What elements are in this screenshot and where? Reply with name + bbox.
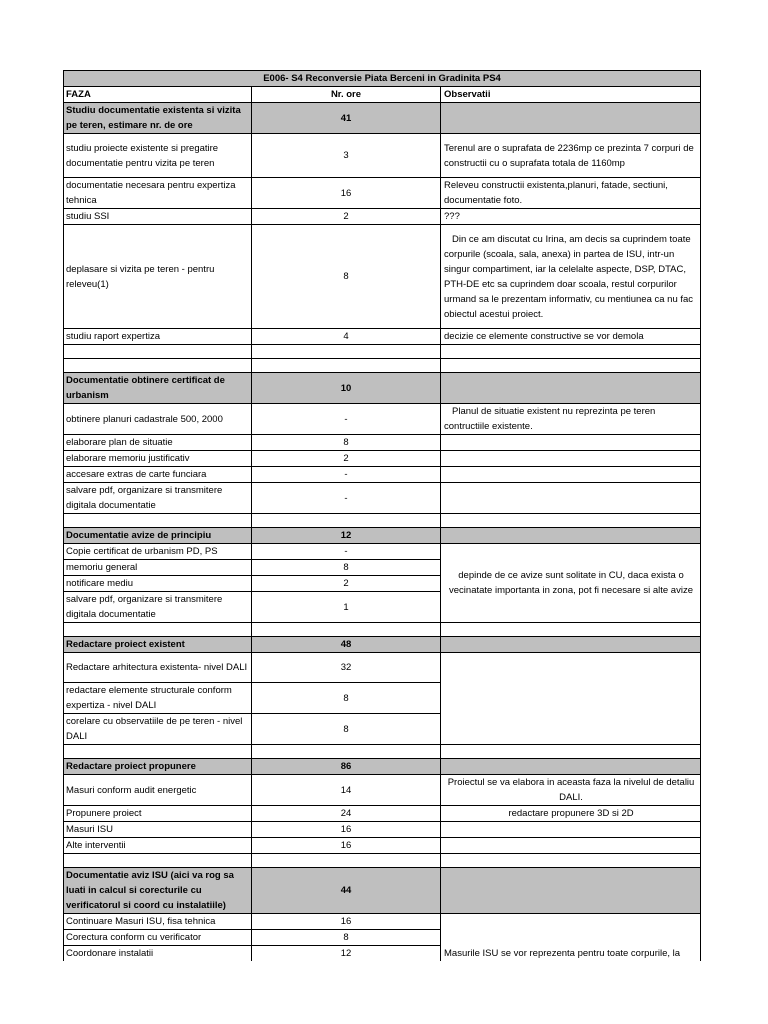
task-hours[interactable]: 4	[252, 329, 441, 345]
phase-observation[interactable]	[441, 868, 701, 914]
task-name[interactable]: studiu SSI	[64, 209, 252, 225]
task-row	[64, 435, 701, 451]
task-hours[interactable]: 2	[252, 451, 441, 467]
phase-row	[64, 868, 701, 914]
task-observation[interactable]: Planul de situatie existent nu reprezinta pe teren contructiile existente.	[441, 404, 701, 435]
task-row	[64, 178, 701, 209]
task-name[interactable]: redactare elemente structurale conform expertiza - nivel DALI	[64, 683, 252, 714]
empty-row	[64, 745, 701, 759]
task-name[interactable]: Continuare Masuri ISU, fisa tehnica	[64, 914, 252, 930]
task-hours[interactable]: 14	[252, 775, 441, 806]
task-hours[interactable]: 12	[252, 946, 441, 962]
title-row	[64, 71, 701, 87]
empty-cell[interactable]	[441, 359, 701, 373]
task-name[interactable]: Masuri conform audit energetic	[64, 775, 252, 806]
task-hours[interactable]: 8	[252, 560, 441, 576]
task-row	[64, 775, 701, 806]
empty-row	[64, 514, 701, 528]
task-hours[interactable]: 16	[252, 838, 441, 854]
task-hours[interactable]: 16	[252, 178, 441, 209]
task-hours[interactable]: -	[252, 544, 441, 560]
task-hours[interactable]: 3	[252, 134, 441, 178]
empty-row	[64, 623, 701, 637]
task-name[interactable]: Coordonare instalatii	[64, 946, 252, 962]
task-hours[interactable]: -	[252, 404, 441, 435]
task-observation[interactable]: Releveu constructii existenta,planuri, fatade, sectiuni, documentatie foto.	[441, 178, 701, 209]
phase-observation[interactable]	[441, 759, 701, 775]
section-observation[interactable]	[441, 653, 701, 745]
task-name[interactable]: studiu proiecte existente si pregatire documentatie pentru vizita pe teren	[64, 134, 252, 178]
task-name[interactable]: Redactare arhitectura existenta- nivel DALI	[64, 653, 252, 683]
task-row	[64, 914, 701, 930]
task-hours[interactable]: 8	[252, 225, 441, 329]
empty-cell[interactable]	[441, 854, 701, 868]
task-row	[64, 822, 701, 838]
phase-row	[64, 373, 701, 404]
task-observation[interactable]: Proiectul se va elabora in aceasta faza la nivelul de detaliu DALI.	[441, 775, 701, 806]
phase-name[interactable]: Documentatie avize de principiu	[64, 528, 252, 544]
task-row	[64, 209, 701, 225]
task-hours[interactable]: 8	[252, 714, 441, 745]
task-name[interactable]: obtinere planuri cadastrale 500, 2000	[64, 404, 252, 435]
task-hours[interactable]: 32	[252, 653, 441, 683]
estimate-table	[63, 70, 701, 961]
phase-hours[interactable]: 41	[252, 103, 441, 134]
phase-name[interactable]: Documentatie obtinere certificat de urbanism	[64, 373, 252, 404]
task-observation[interactable]	[441, 451, 701, 467]
header-faza[interactable]: FAZA	[64, 87, 252, 103]
phase-hours[interactable]: 86	[252, 759, 441, 775]
phase-observation[interactable]	[441, 637, 701, 653]
empty-cell[interactable]	[64, 514, 252, 528]
task-name[interactable]: corelare cu observatiile de pe teren - nivel DALI	[64, 714, 252, 745]
task-observation[interactable]: Din ce am discutat cu Irina, am decis sa cuprindem toate corpurile (scoala, sala, anexa) in partea de ISU, intr-un singur compartiment, iar la celelalte aspecte, DSP, DTAC, PTH-DE etc sa cuprindem doar scoala, restul corpurilor urmand sa le prezentam informativ, cu mentiunea ca nu fac obiectul acestui proiect.	[441, 225, 701, 329]
empty-cell[interactable]	[441, 623, 701, 637]
empty-cell[interactable]	[441, 345, 701, 359]
task-row	[64, 838, 701, 854]
empty-cell[interactable]	[64, 359, 252, 373]
task-hours[interactable]: 8	[252, 930, 441, 946]
task-name[interactable]: studiu raport expertiza	[64, 329, 252, 345]
phase-hours[interactable]: 48	[252, 637, 441, 653]
task-hours[interactable]: -	[252, 483, 441, 514]
task-row	[64, 329, 701, 345]
phase-row	[64, 528, 701, 544]
phase-observation[interactable]	[441, 373, 701, 404]
task-observation[interactable]	[441, 467, 701, 483]
empty-row	[64, 345, 701, 359]
task-row	[64, 451, 701, 467]
task-name[interactable]: memoriu general	[64, 560, 252, 576]
header-row	[64, 87, 701, 103]
empty-cell[interactable]	[252, 345, 441, 359]
task-hours[interactable]: 24	[252, 806, 441, 822]
task-observation[interactable]	[441, 838, 701, 854]
empty-cell[interactable]	[252, 359, 441, 373]
task-name[interactable]: salvare pdf, organizare si transmitere digitala documentatie	[64, 592, 252, 623]
phase-name[interactable]: Redactare proiect existent	[64, 637, 252, 653]
task-hours[interactable]: 16	[252, 822, 441, 838]
phase-row	[64, 103, 701, 134]
task-observation[interactable]: ???	[441, 209, 701, 225]
empty-cell[interactable]	[252, 854, 441, 868]
phase-name[interactable]: Documentatie aviz ISU (aici va rog sa luati in calcul si corecturile cu verificatorul si coord cu instalatiile)	[64, 868, 252, 914]
empty-cell[interactable]	[252, 514, 441, 528]
empty-row	[64, 854, 701, 868]
task-row	[64, 404, 701, 435]
spreadsheet	[63, 70, 701, 961]
phase-hours[interactable]: 12	[252, 528, 441, 544]
task-name[interactable]: Propunere proiect	[64, 806, 252, 822]
empty-cell[interactable]	[64, 854, 252, 868]
phase-observation[interactable]	[441, 103, 701, 134]
task-row	[64, 134, 701, 178]
task-observation[interactable]: Terenul are o suprafata de 2236mp ce prezinta 7 corpuri de constructii cu o suprafata totala de 1160mp	[441, 134, 701, 178]
task-name[interactable]: accesare extras de carte funciara	[64, 467, 252, 483]
header-observatii[interactable]: Observatii	[441, 87, 701, 103]
empty-row	[64, 359, 701, 373]
task-name[interactable]: notificare mediu	[64, 576, 252, 592]
task-row	[64, 467, 701, 483]
empty-cell[interactable]	[64, 345, 252, 359]
task-observation[interactable]: redactare propunere 3D si 2D	[441, 806, 701, 822]
task-name[interactable]: Corectura conform cu verificator	[64, 930, 252, 946]
task-observation[interactable]	[441, 483, 701, 514]
task-row	[64, 653, 701, 683]
header-nr-ore[interactable]: Nr. ore	[252, 87, 441, 103]
empty-cell[interactable]	[441, 514, 701, 528]
phase-row	[64, 759, 701, 775]
empty-cell[interactable]	[441, 745, 701, 759]
task-row	[64, 483, 701, 514]
task-name[interactable]: deplasare si vizita pe teren - pentru releveu(1)	[64, 225, 252, 329]
section-observation[interactable]: depinde de ce avize sunt solitate in CU, daca exista o vecinatate importanta in zona, pot fi necesare si alte avize	[441, 544, 701, 623]
task-row	[64, 544, 701, 560]
task-hours[interactable]: 16	[252, 914, 441, 930]
phase-name[interactable]: Studiu documentatie existenta si vizita pe teren, estimare nr. de ore	[64, 103, 252, 134]
task-name[interactable]: elaborare plan de situatie	[64, 435, 252, 451]
empty-cell[interactable]	[64, 623, 252, 637]
phase-observation[interactable]	[441, 528, 701, 544]
task-hours[interactable]: 1	[252, 592, 441, 623]
task-name[interactable]: Masuri ISU	[64, 822, 252, 838]
phase-hours[interactable]: 10	[252, 373, 441, 404]
empty-cell[interactable]	[252, 623, 441, 637]
empty-cell[interactable]	[64, 745, 252, 759]
task-hours[interactable]: 8	[252, 683, 441, 714]
task-hours[interactable]: 8	[252, 435, 441, 451]
task-hours[interactable]: 2	[252, 576, 441, 592]
task-observation[interactable]	[441, 435, 701, 451]
empty-cell[interactable]	[252, 745, 441, 759]
task-hours[interactable]: 2	[252, 209, 441, 225]
task-observation[interactable]	[441, 822, 701, 838]
phase-row	[64, 637, 701, 653]
task-name[interactable]: documentatie necesara pentru expertiza tehnica	[64, 178, 252, 209]
task-observation[interactable]: decizie ce elemente constructive se vor demola	[441, 329, 701, 345]
task-name[interactable]: elaborare memoriu justificativ	[64, 451, 252, 467]
section-observation[interactable]: Masurile ISU se vor reprezenta pentru toate corpurile, la	[441, 914, 701, 962]
task-row	[64, 225, 701, 329]
task-name[interactable]: salvare pdf, organizare si transmitere digitala documentatie	[64, 483, 252, 514]
task-name[interactable]: Copie certificat de urbanism PD, PS	[64, 544, 252, 560]
phase-hours[interactable]: 44	[252, 868, 441, 914]
task-row	[64, 806, 701, 822]
phase-name[interactable]: Redactare proiect propunere	[64, 759, 252, 775]
task-name[interactable]: Alte interventii	[64, 838, 252, 854]
table-title[interactable]: E006- S4 Reconversie Piata Berceni in Gradinita PS4	[64, 71, 701, 87]
task-hours[interactable]: -	[252, 467, 441, 483]
